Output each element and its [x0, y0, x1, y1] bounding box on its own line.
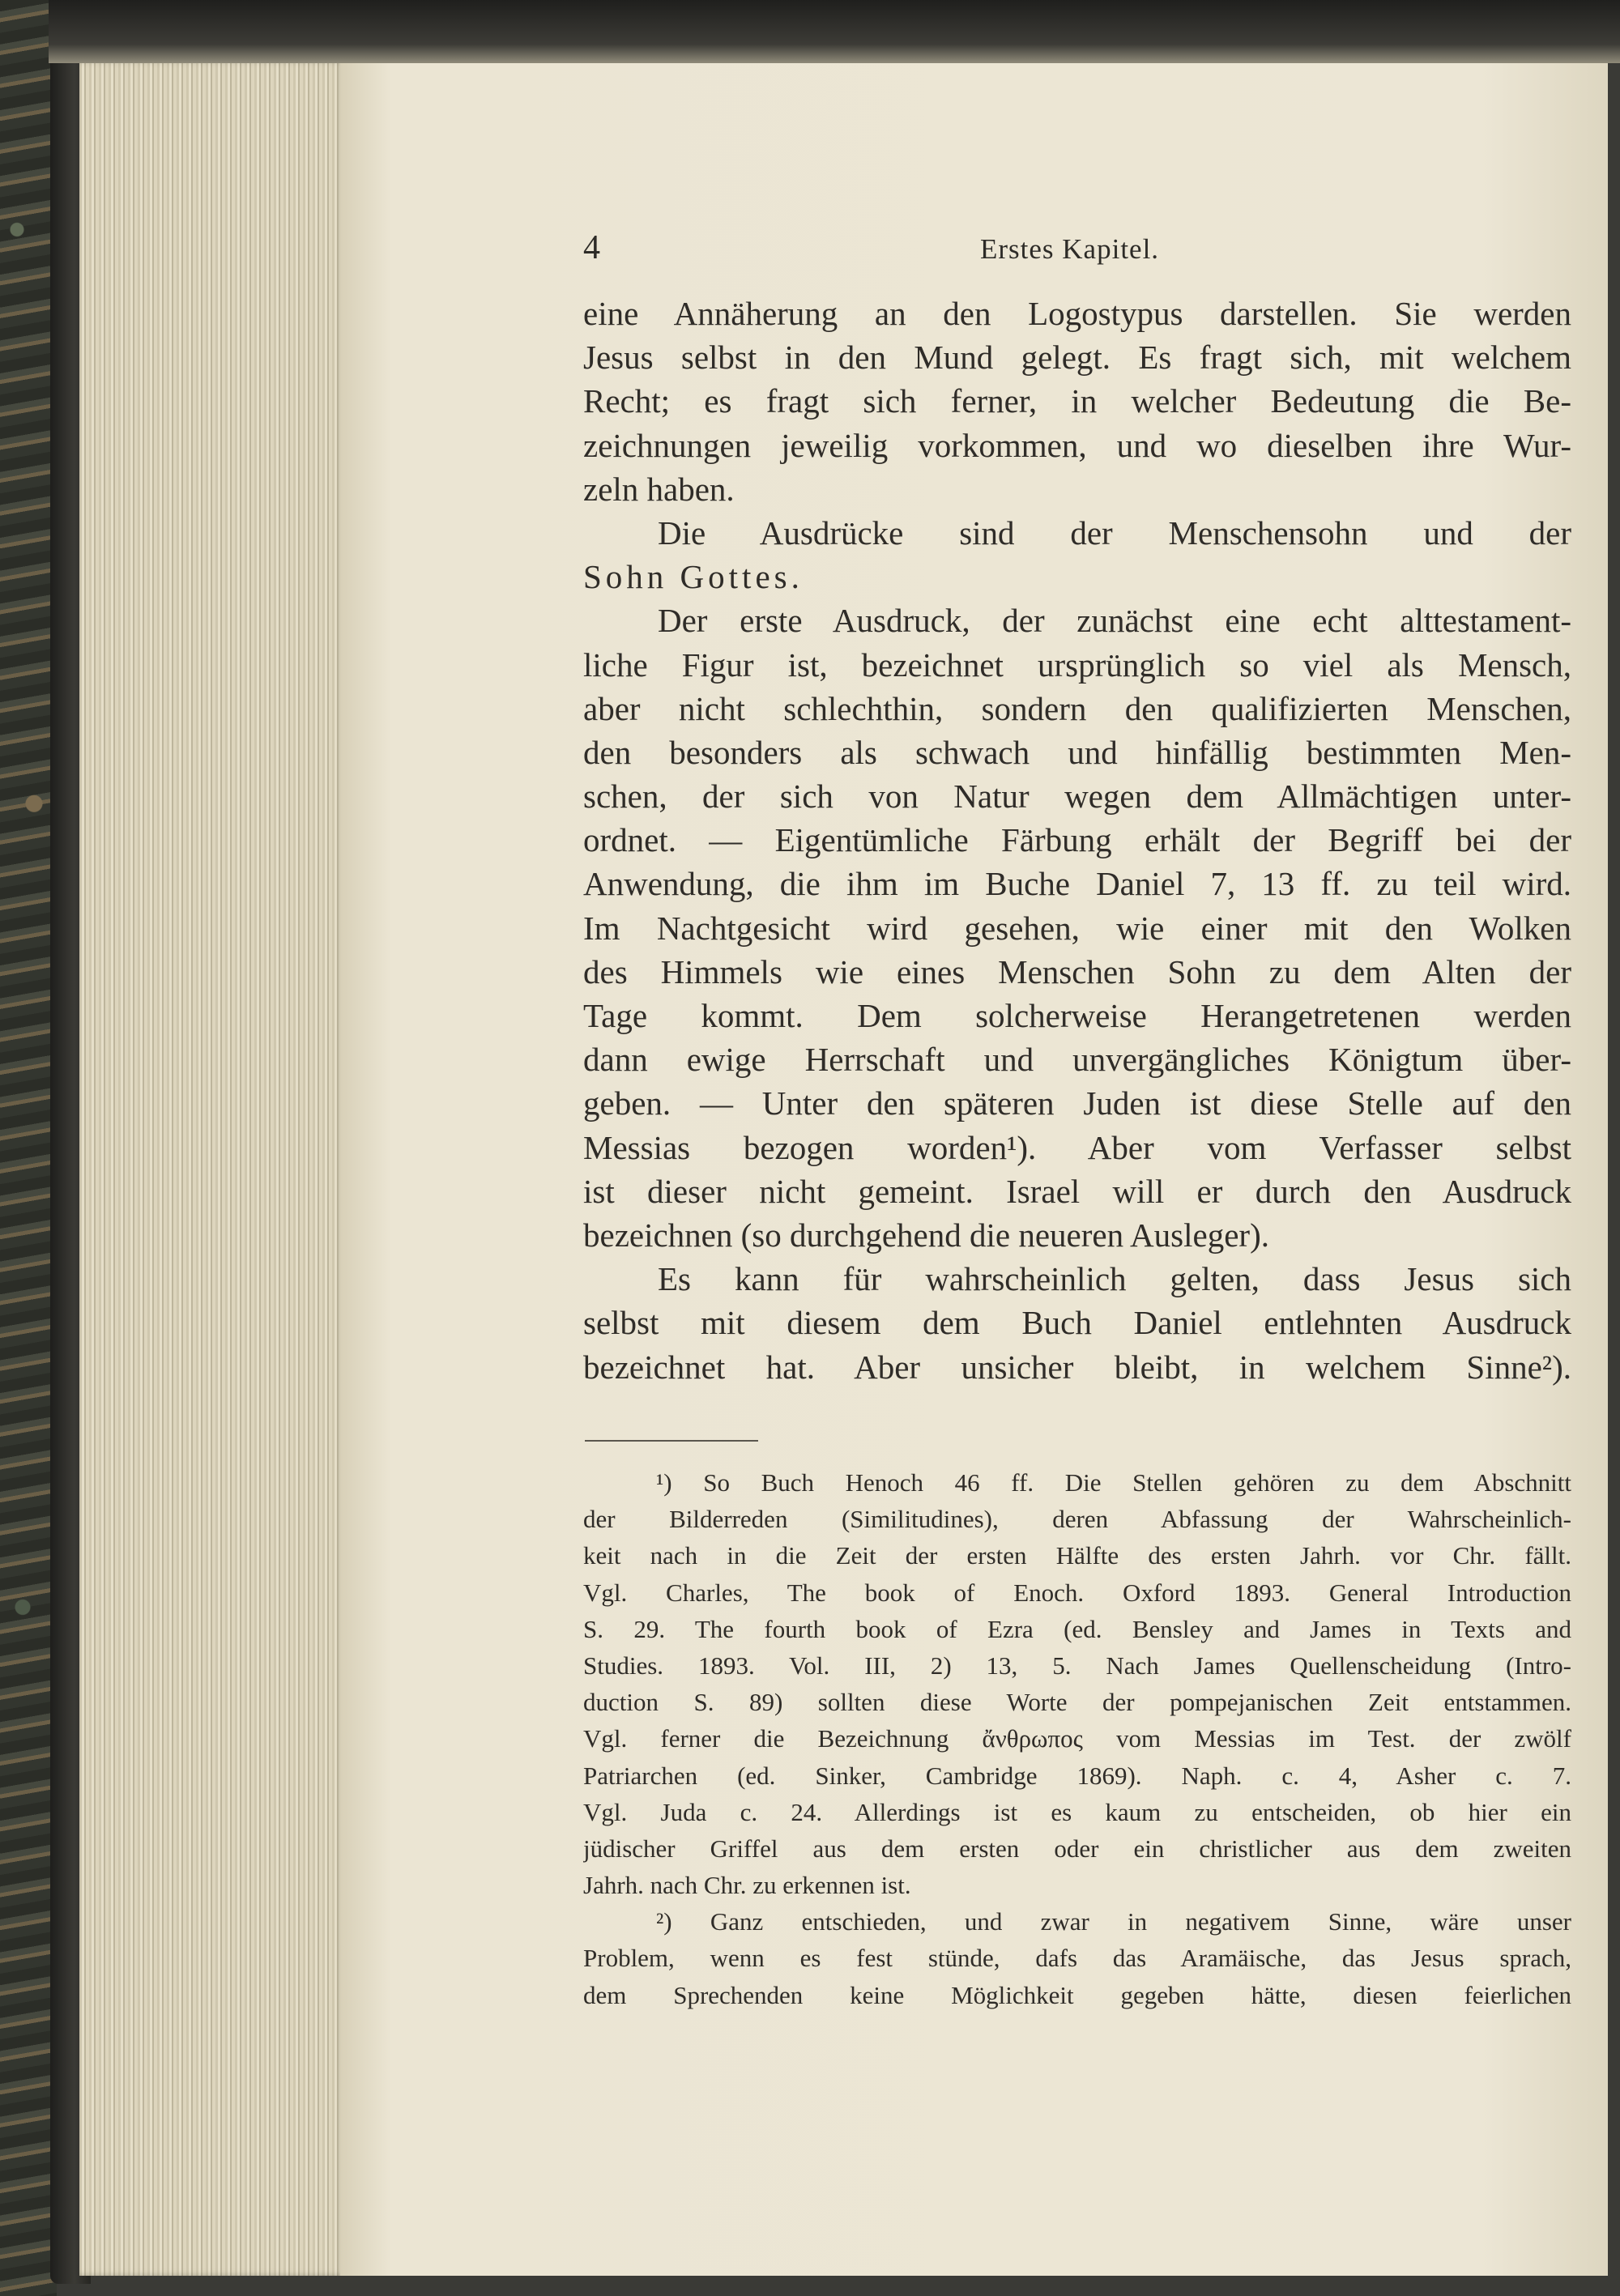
body-line: liche Figur ist, bezeichnet ursprünglich so viel als Mensch,	[583, 645, 1571, 684]
body-line: den besonders als schwach und hinfällig bestimmten Men-	[583, 733, 1571, 771]
body-line: des Himmels wie eines Menschen Sohn zu dem Alten der	[583, 952, 1571, 990]
body-line: Die Ausdrücke sind der Menschensohn und der	[658, 513, 1571, 552]
footnote-line: ¹) So Buch Henoch 46 ff. Die Stellen gehören zu dem Abschnitt	[656, 1468, 1571, 1497]
footnote-rule	[585, 1440, 758, 1442]
left-page-stack	[79, 61, 347, 2276]
page-number: 4	[583, 229, 600, 266]
footnote-line: der Bilderreden (Similitudines), deren Abfassung der Wahrscheinlich-	[583, 1505, 1571, 1534]
body-line: bezeichnen (so durchgehend die neueren Ausleger).	[583, 1216, 1269, 1254]
footnote-line: dem Sprechenden keine Möglichkeit gegeben hätte, diesen feierlichen	[583, 1980, 1571, 2009]
body-line: Es kann für wahrscheinlich gelten, dass Jesus sich	[658, 1260, 1571, 1298]
running-head	[583, 228, 1571, 277]
footnote-line: Jahrh. nach Chr. zu erkennen ist.	[583, 1871, 911, 1900]
body-line: zeln haben.	[583, 470, 735, 508]
footnote-line: ²) Ganz entschieden, und zwar in negativem Sinne, wäre unser	[656, 1907, 1571, 1936]
book-cover-marbled-edge	[0, 0, 57, 2296]
body-line: Tage kommt. Dem solcherweise Herangetretenen werden	[583, 997, 1571, 1034]
chapter-title: Erstes Kapitel.	[980, 233, 1160, 265]
body-line: Der erste Ausdruck, der zunächst eine echt alttestament-	[658, 602, 1571, 640]
body-line: Im Nachtgesicht wird gesehen, wie einer mit den Wolken	[583, 909, 1571, 947]
body-line: zeichnungen jeweilig vorkommen, und wo dieselben ihre Wur-	[583, 426, 1571, 464]
footnote-line: Patriarchen (ed. Sinker, Cambridge 1869). Naph. c. 4, Asher c. 7.	[583, 1761, 1571, 1790]
body-line: Jesus selbst in den Mund gelegt. Es fragt sich, mit welchem	[583, 339, 1571, 377]
body-line: Recht; es fragt sich ferner, in welcher Bedeutung die Be-	[583, 382, 1571, 420]
footnote-line: keit nach in die Zeit der ersten Hälfte des ersten Jahrh. vor Chr. fällt.	[583, 1541, 1571, 1570]
body-line: geben. — Unter den späteren Juden ist diese Stelle auf den	[583, 1084, 1571, 1122]
body-line: dann ewige Herrschaft und unvergängliches Königtum über-	[583, 1041, 1571, 1079]
body-line: Anwendung, die ihm im Buche Daniel 7, 13 ff. zu teil wird.	[583, 865, 1571, 903]
body-line: schen, der sich von Natur wegen dem Allmächtigen unter-	[583, 777, 1571, 816]
body-line: aber nicht schlechthin, sondern den qualifizierten Menschen,	[583, 689, 1571, 727]
body-line: ordnet. — Eigentümliche Färbung erhält der Begriff bei der	[583, 821, 1571, 859]
footnote-line: Vgl. Juda c. 24. Allerdings ist es kaum zu entscheiden, ob hier ein	[583, 1797, 1571, 1826]
footnote-line: Vgl. ferner die Bezeichnung ἄνθρωπος vom Messias im Test. der zwölf	[583, 1724, 1571, 1753]
top-dark-strip	[49, 0, 1620, 63]
body-text	[583, 292, 1571, 1389]
body-line: bezeichnet hat. Aber unsicher bleibt, in welchem Sinne²).	[583, 1348, 1571, 1386]
footnote-line: jüdischer Griffel aus dem ersten oder ein christlicher aus dem zweiten	[583, 1834, 1571, 1863]
footnote-line: Studies. 1893. Vol. III, 2) 13, 5. Nach James Quellenscheidung (Intro-	[583, 1651, 1571, 1680]
footnote-line: Problem, wenn es fest stünde, dafs das Aramäische, das Jesus sprach,	[583, 1944, 1571, 1973]
body-line: selbst mit diesem dem Buch Daniel entlehnten Ausdruck	[583, 1304, 1571, 1342]
footnote-line: duction S. 89) sollten diese Worte der pompejanischen Zeit entstammen.	[583, 1688, 1571, 1717]
body-line: eine Annäherung an den Logostypus darstellen. Sie werden	[583, 295, 1571, 332]
footnote-line: Vgl. Charles, The book of Enoch. Oxford 1893. General Introduction	[583, 1578, 1571, 1607]
footnote-line: S. 29. The fourth book of Ezra (ed. Bensley and James in Texts and	[583, 1614, 1571, 1643]
footnotes	[583, 1464, 1571, 2013]
body-line: Messias bezogen worden¹). Aber vom Verfasser selbst	[583, 1128, 1571, 1166]
body-line: Sohn Gottes.	[583, 558, 804, 596]
body-line: ist dieser nicht gemeint. Israel will er durch den Ausdruck	[583, 1172, 1571, 1210]
